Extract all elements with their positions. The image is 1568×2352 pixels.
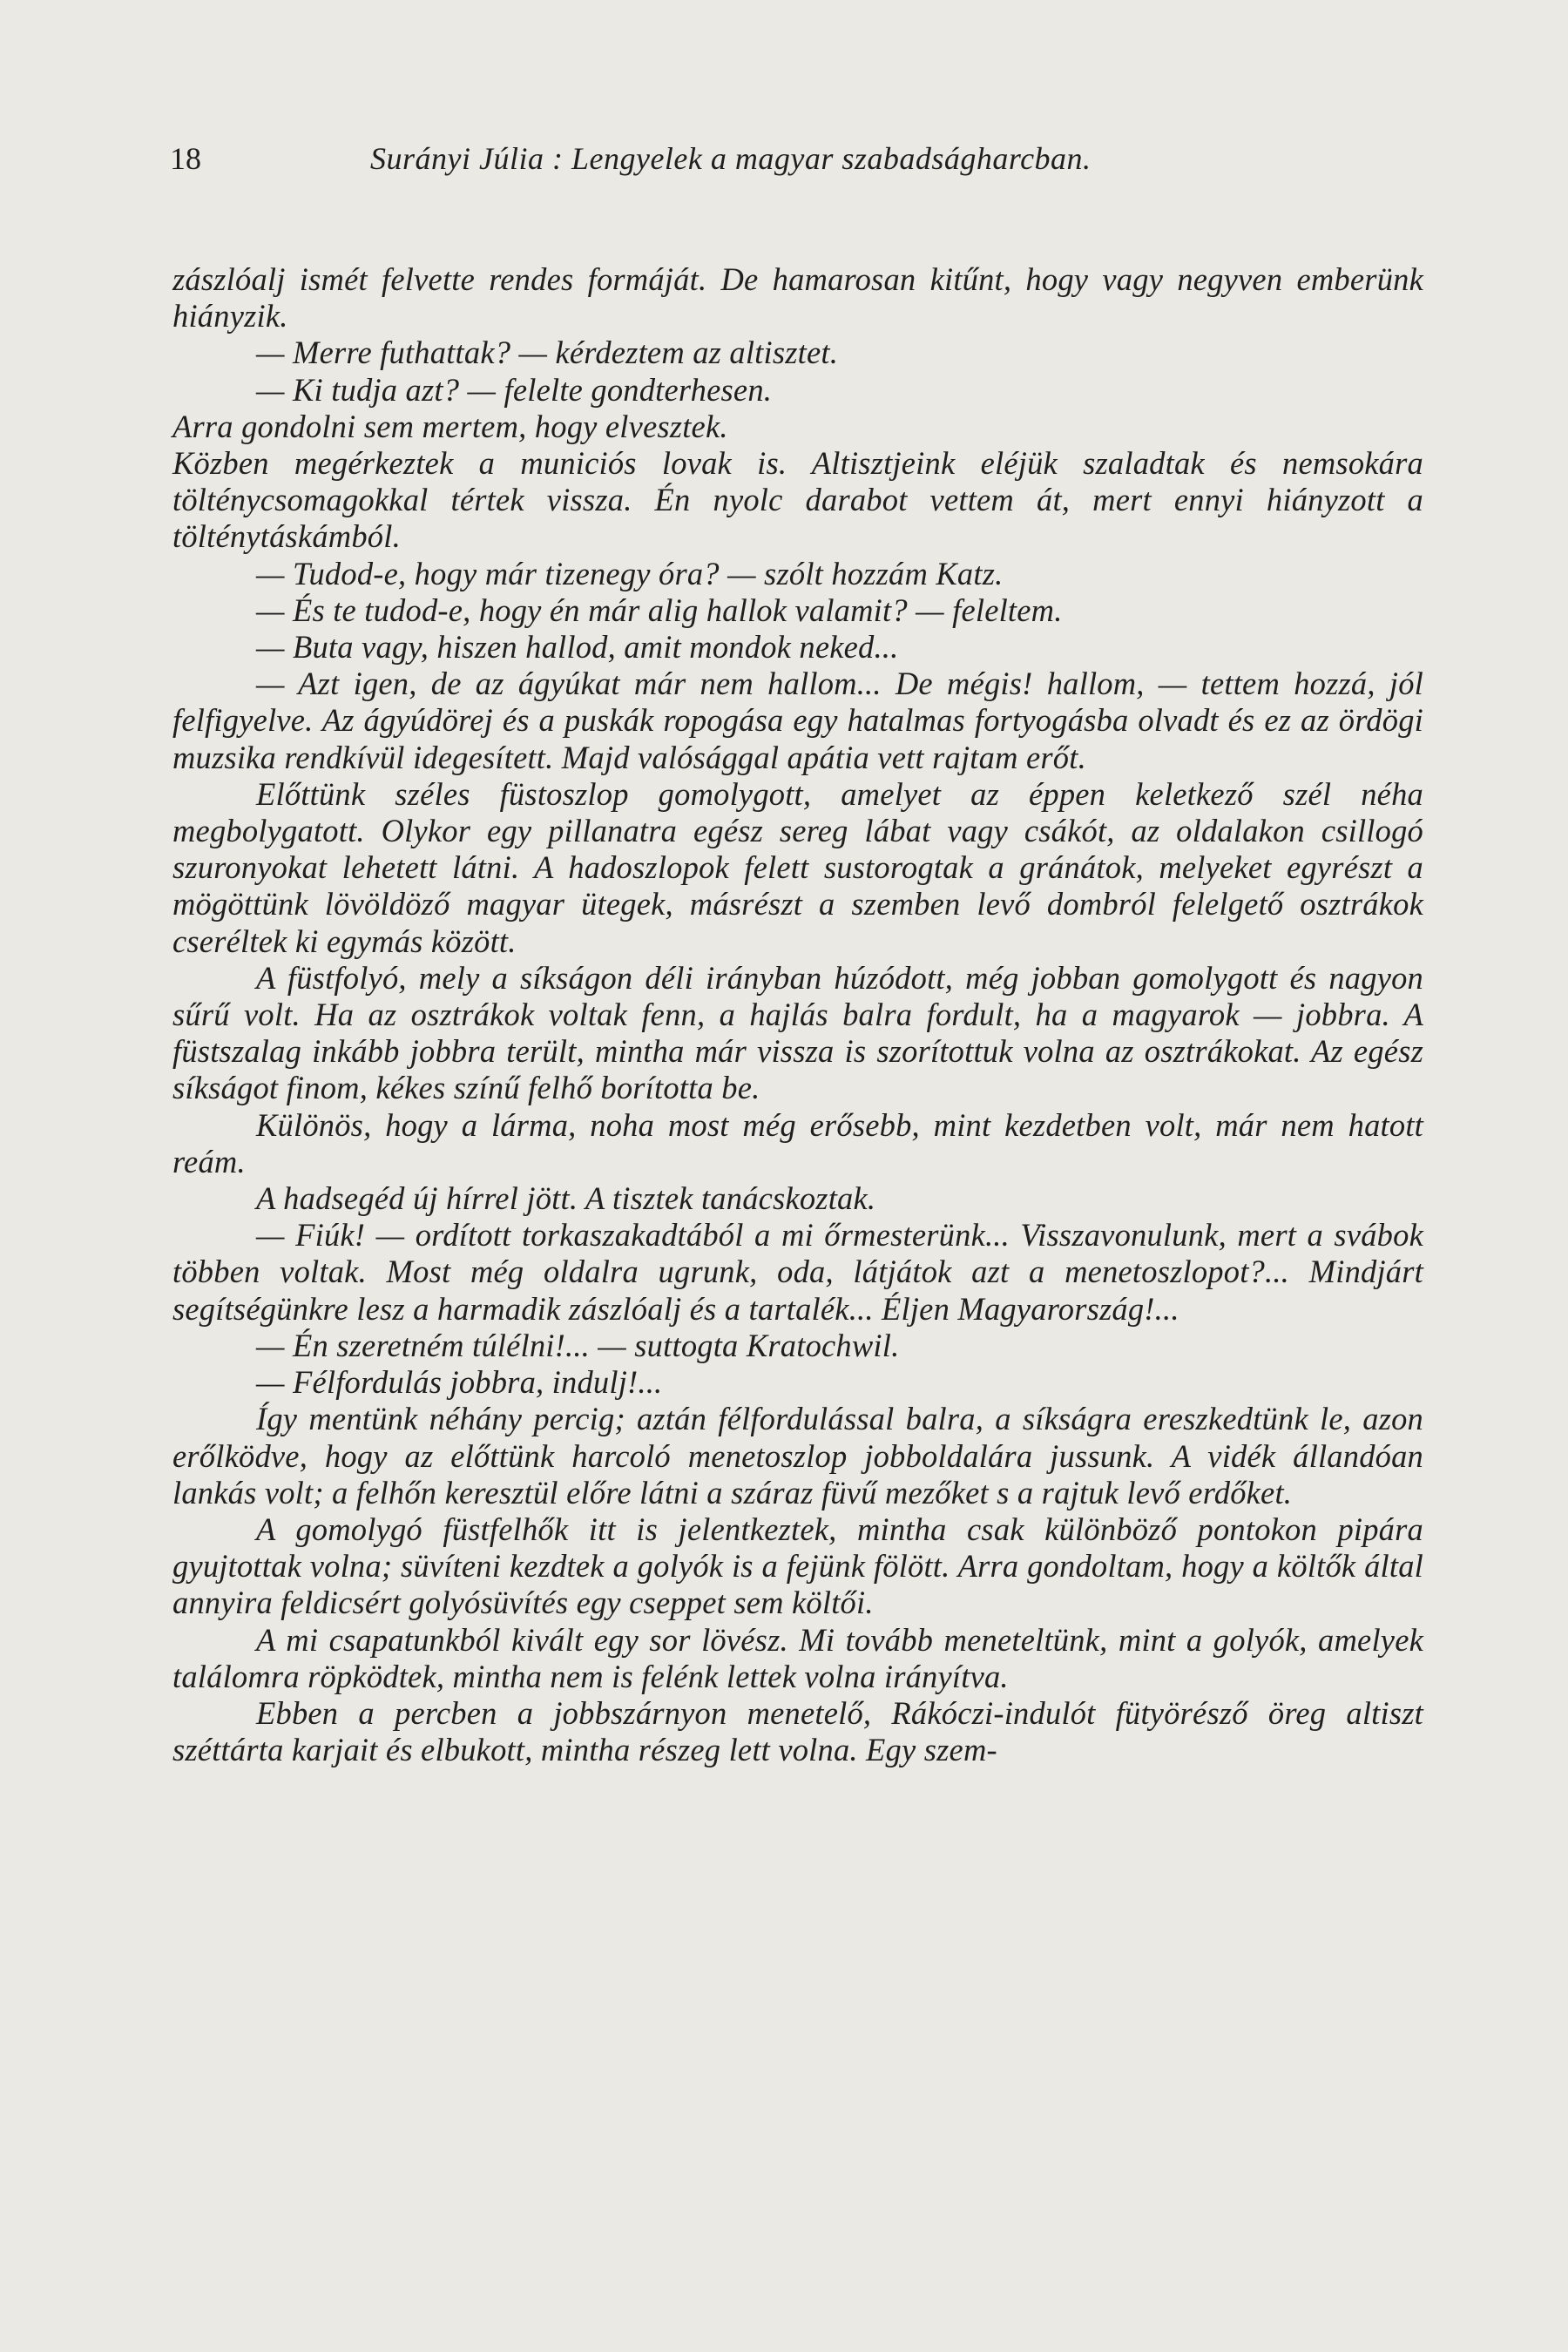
dialogue-line: — És te tudod-e, hogy én már alig hallok valamit? — feleltem. — [256, 591, 1063, 628]
paragraph: Különös, hogy a lárma, noha most még erősebb, mint kezdetben volt, már nem hatott reám. — [172, 1106, 1423, 1179]
paragraph: A gomolygó füstfelhők itt is jelentkeztek, mintha csak különböző pontokon pipára gyujtottak volna; süvíteni kezdtek a golyók is a fejünk fölött. Arra gondoltam, hogy a költők által annyira feldicsért golyósüvítés egy cseppet sem költői. — [172, 1511, 1423, 1621]
body-text — [172, 261, 1423, 1768]
dialogue-line: — Azt igen, de az ágyúkat már nem hallom... De mégis! hallom, — tettem hozzá, jól felfigyelve. Az ágyúdörej és a puskák ropogása egy hatalmas fortyogásba olvadt és ez az ördögi muzsika rendkívül idegesített. Majd valósággal apátia vett rajtam erőt. — [172, 666, 1423, 775]
dialogue-line: — Merre futhattak? — kérdeztem az altisztet. — [256, 335, 839, 371]
paragraph: Előttünk széles füstoszlop gomolygott, amelyet az éppen keletkező szél néha megbolygatott. Olykor egy pillanatra egész sereg lábat vagy csákót, az oldalakon csillogó szuronyokat lehetett látni. A hadoszlopok felett sustorogtak a gránátok, melyeket egyrészt a mögöttünk lövöldöző magyar ütegek, másrészt a szemben levő dombról felelgető osztrákok cseréltek ki egymás között. — [172, 775, 1423, 959]
paragraph: Közben megérkeztek a municiós lovak is. Altisztjeink eléjük szaladtak és nemsokára tölténycsomagokkal tértek vissza. Én nyolc darabot vettem át, mert ennyi hiányzott a tölténytáskámból. — [172, 445, 1423, 555]
dialogue-line: — Buta vagy, hiszen hallod, amit mondok neked... — [256, 629, 899, 666]
running-header — [170, 139, 1424, 178]
paragraph: A hadsegéd új hírrel jött. A tisztek tanácskoztak. — [256, 1180, 876, 1217]
paragraph: A mi csapatunkból kivált egy sor lövész. Mi tovább meneteltünk, mint a golyók, amelyek találomra röpködtek, mintha nem is felénk lettek volna irányítva. — [172, 1621, 1423, 1694]
dialogue-line: — Én szeretném túlélni!... — suttogta Kratochwil. — [256, 1327, 900, 1363]
paragraph: zászlóalj ismét felvette rendes formáját. De hamarosan kitűnt, hogy vagy negyven emberünk hiányzik. — [172, 261, 1423, 335]
paragraph: Arra gondolni sem mertem, hogy elvesztek. — [172, 408, 728, 444]
dialogue-line: — Félfordulás jobbra, indulj!... — [256, 1364, 663, 1401]
paragraph: Így mentünk néhány percig; aztán félfordulással balra, a síkságra ereszkedtünk le, azon erőlködve, hogy az előttünk harcoló menetoszlop jobboldalára jussunk. A vidék állandóan lankás volt; a felhőn keresztül előre látni a száraz füvű mezőket s a rajtuk levő erdőket. — [172, 1401, 1423, 1511]
paragraph: Ebben a percben a jobbszárnyon menetelő, Rákóczi-indulót fütyörésző öreg altiszt széttárta karjait és elbukott, mintha részeg lett volna. Egy szem- — [172, 1694, 1423, 1768]
page-number: 18 — [170, 141, 201, 176]
running-title: Surányi Júlia : Lengyelek a magyar szabadságharcban. — [370, 141, 1092, 176]
dialogue-line: — Tudod-e, hogy már tizenegy óra? — szólt hozzám Katz. — [256, 555, 1004, 591]
dialogue-line: — Fiúk! — ordított torkaszakadtából a mi őrmesterünk... Visszavonulunk, mert a svábok többen voltak. Most még oldalra ugrunk, oda, látjátok azt a menetoszlopot?... Mindjárt segítségünkre lesz a harmadik zászlóalj és a tartalék... Éljen Magyarország!... — [172, 1217, 1423, 1327]
dialogue-line: — Ki tudja azt? — felelte gondterhesen. — [256, 371, 773, 408]
paragraph: A füstfolyó, mely a síkságon déli irányban húzódott, még jobban gomolygott és nagyon sűrű volt. Ha az osztrákok voltak fenn, a hajlás balra fordult, ha a magyarok — jobbra. A füstszalag inkább jobbra terült, mintha már vissza is szorítottuk volna az osztrákokat. Az egész síkságot finom, kékes színű felhő borította be. — [172, 959, 1423, 1106]
